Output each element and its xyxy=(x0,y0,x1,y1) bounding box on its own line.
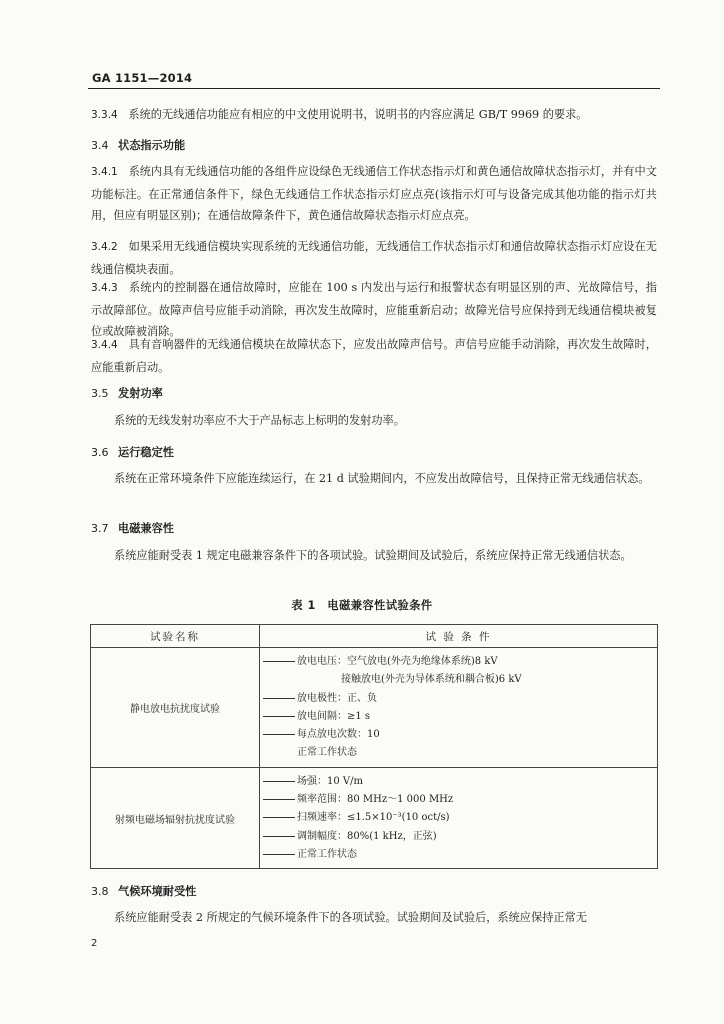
test-name-cell: 静电放电抗扰度试验 xyxy=(91,648,260,768)
paragraph-3-6: 系统在正常环境条件下应能连续运行，在 21 d 试验期间内，不应发出故障信号，且保持正常无线通信状态。 xyxy=(114,472,650,485)
clause-3-4-3 xyxy=(91,277,657,343)
condition-line: 扫频速率：≤1.5×10⁻³(10 oct/s) xyxy=(80,809,657,827)
clause-text: 如果采用无线通信模块实现系统的无线通信功能，无线通信工作状态指示灯和通信故障状态指示灯应设在无线通信模块表面。 xyxy=(91,240,657,276)
condition-line: 场强：10 V/m xyxy=(80,773,657,791)
test-conditions-cell xyxy=(260,767,658,868)
section-number: 3.4 xyxy=(91,139,109,152)
section-heading-3-7 xyxy=(91,521,174,537)
paragraph-3-8: 系统应能耐受表 2 所规定的气候环境条件下的各项试验。试验期间及试验后，系统应保持正常无 xyxy=(114,911,587,924)
section-heading-3-4 xyxy=(91,138,185,154)
clause-number: 3.4.2 xyxy=(91,241,118,253)
condition-line: 接触放电(外壳为导体系统和耦合板)6 kV xyxy=(341,674,522,686)
condition-line: 频率范围：80 MHz～1 000 MHz xyxy=(80,791,657,809)
section-title: 气候环境耐受性 xyxy=(118,885,197,898)
section-title: 运行稳定性 xyxy=(118,446,174,459)
condition-line: 放电电压：空气放电(外壳为绝缘体系统)8 kV xyxy=(80,653,657,671)
clause-text: 系统的无线通信功能应有相应的中文使用说明书，说明书的内容应满足 GB/T 9969 的要求。 xyxy=(128,108,588,121)
column-header-test-name: 试验名称 xyxy=(91,625,260,648)
section-number: 3.8 xyxy=(91,885,109,898)
standard-code: GA 1151—2014 xyxy=(92,71,193,85)
section-heading-3-5 xyxy=(91,386,163,402)
condition-line: 放电间隔：≥1 s xyxy=(80,708,657,726)
header-rule xyxy=(88,88,660,89)
section-title: 电磁兼容性 xyxy=(118,522,174,535)
clause-text: 具有音响器件的无线通信模块在故障状态下，应发出故障声信号。声信号应能手动消除，再次发生故障时，应能重新启动。 xyxy=(91,338,657,374)
section-heading-3-6 xyxy=(91,445,174,461)
condition-line: 放电极性：正、负 xyxy=(80,690,657,708)
test-name-cell: 射频电磁场辐射抗扰度试验 xyxy=(91,767,260,868)
paragraph-3-5: 系统的无线发射功率应不大于产品标志上标明的发射功率。 xyxy=(114,414,405,427)
table-row xyxy=(91,648,658,768)
clause-number: 3.4.1 xyxy=(91,166,118,178)
paragraph-3-7: 系统应能耐受表 1 规定电磁兼容条件下的各项试验。试验期间及试验后，系统应保持正常无线通信状态。 xyxy=(114,549,632,562)
section-number: 3.6 xyxy=(91,446,109,459)
condition-line: 正常工作状态 xyxy=(297,747,357,759)
clause-number: 3.4.4 xyxy=(91,339,118,351)
table-row xyxy=(91,767,658,868)
clause-3-3-4 xyxy=(91,104,657,127)
table-caption: 表 1 电磁兼容性试验条件 xyxy=(291,599,433,612)
clause-number: 3.3.4 xyxy=(91,109,118,121)
clause-3-4-4 xyxy=(91,334,657,378)
condition-line: 每点放电次数：10 xyxy=(80,726,657,744)
clause-text: 系统内具有无线通信功能的各组件应设绿色无线通信工作状态指示灯和黄色通信故障状态指示灯，并有中文功能标注。在正常通信条件下，绿色无线通信工作状态指示灯应点亮(该指示灯可与设备完成其他功能的指示灯共用，但应有明显区别)；在通信故障条件下，黄色通信故障状态指示灯应点亮。 xyxy=(91,165,657,222)
clause-3-4-1 xyxy=(91,161,657,227)
test-conditions-cell xyxy=(260,648,658,768)
clause-text: 系统内的控制器在通信故障时，应能在 100 s 内发出与运行和报警状态有明显区别的声、光故障信号，指示故障部位。故障声信号应能手动消除，再次发生故障时，应能重新启动；故障光信号应保持到无线通信模块被复位或故障被消除。 xyxy=(91,281,657,338)
emc-test-conditions-table xyxy=(90,624,658,869)
condition-line: 调制幅度：80%(1 kHz，正弦) xyxy=(80,828,657,846)
section-number: 3.5 xyxy=(91,387,109,400)
section-heading-3-8 xyxy=(91,884,196,900)
section-title: 状态指示功能 xyxy=(118,139,186,152)
column-header-test-conditions: 试 验 条 件 xyxy=(260,625,658,648)
table-header-row xyxy=(91,625,658,648)
section-title: 发射功率 xyxy=(118,387,163,400)
clause-number: 3.4.3 xyxy=(91,282,118,294)
clause-3-4-2 xyxy=(91,236,657,280)
page-number: 2 xyxy=(91,938,98,949)
condition-line: 正常工作状态 xyxy=(80,846,657,864)
section-number: 3.7 xyxy=(91,522,109,535)
